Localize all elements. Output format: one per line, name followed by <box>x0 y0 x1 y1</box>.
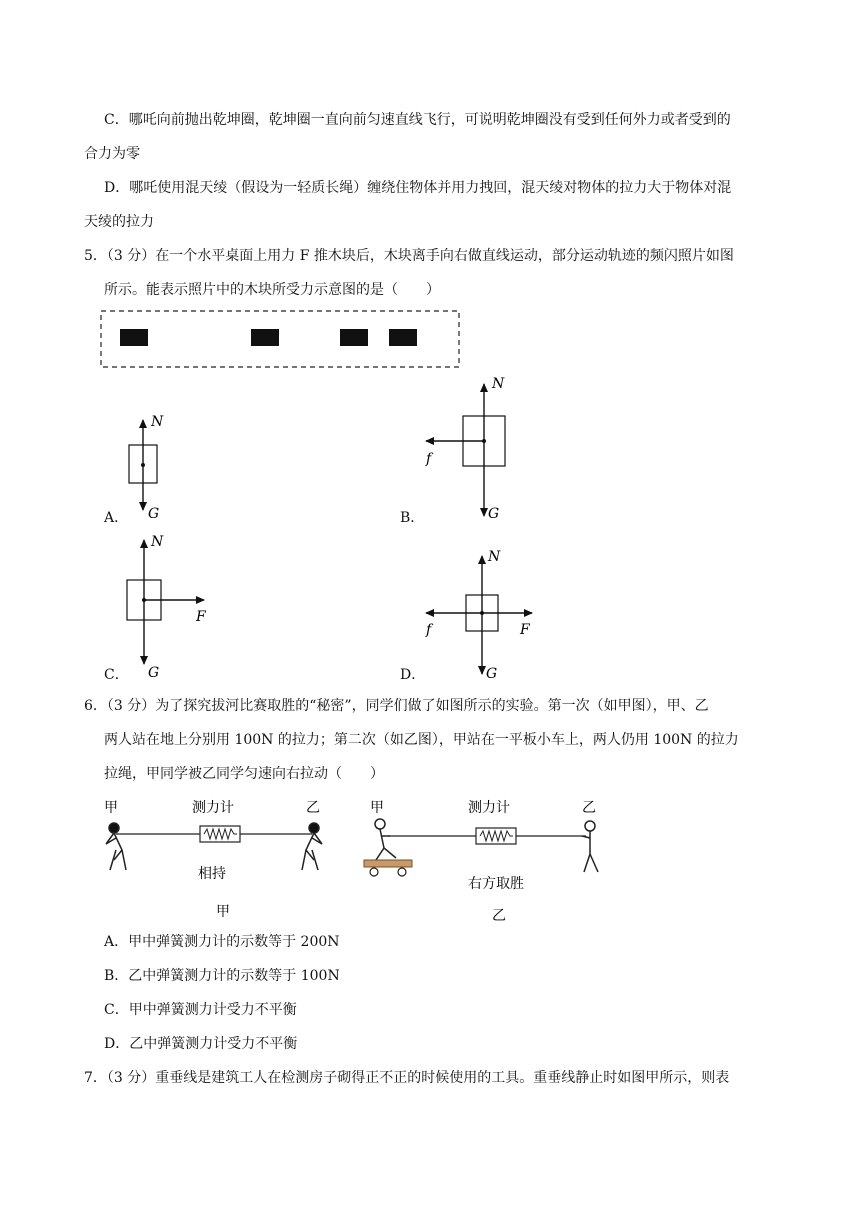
q4-option-c-line1: C．哪吒向前抛出乾坤圈，乾坤圈一直向前匀速直线飞行，可说明乾坤圈没有受到任何外力或者受到的 <box>104 112 731 128</box>
caption-stalemate: 相持 <box>198 866 226 882</box>
figure-a-label: 甲 <box>216 904 230 920</box>
q5-stem-line2: 所示。能表示照片中的木块所受力示意图的是（ ） <box>104 282 440 298</box>
q6-option-a: A．甲中弹簧测力计的示数等于 200N <box>104 934 340 950</box>
label-n: N <box>151 534 164 550</box>
figure-b-label: 乙 <box>492 908 506 924</box>
block-frame-3 <box>340 329 368 346</box>
block-frame-1 <box>120 329 148 346</box>
q5-stem-line1: 5．（3 分）在一个水平桌面上用力 F 推木块后，木块离手向右做直线运动，部分运动轨迹的频闪照片如图 <box>84 248 734 264</box>
q6-stem-line1: 6．（3 分）为了探究拔河比赛取胜的“秘密”，同学们做了如图所示的实验。第一次（如甲图），甲、乙 <box>84 698 709 714</box>
person-a-label: 甲 <box>104 800 118 816</box>
label-n: N <box>151 414 164 430</box>
strobe-photo-figure <box>100 310 462 370</box>
q5-option-c-letter: C． <box>104 667 129 683</box>
person-a-on-cart <box>375 819 396 860</box>
q6-stem-line3: 拉绳，甲同学被乙同学匀速向右拉动（ ） <box>104 766 384 782</box>
label-g: G <box>488 506 500 522</box>
q4-option-d-line2: 天绫的拉力 <box>84 214 154 230</box>
q5-option-b-diagram <box>420 376 530 524</box>
meter-label: 测力计 <box>192 800 234 816</box>
person-b-label: 乙 <box>582 800 596 816</box>
spring-meter <box>200 826 240 842</box>
meter-label: 测力计 <box>468 800 510 816</box>
label-f: f <box>426 451 432 467</box>
q4-option-c-line2: 合力为零 <box>84 146 140 162</box>
q5-option-a-diagram <box>118 408 178 523</box>
spring-meter <box>476 828 516 844</box>
q5-option-d-letter: D． <box>400 667 426 683</box>
q6-stem-line2: 两人站在地上分别用 100N 的拉力；第二次（如乙图），甲站在一平板小车上，两人仍用 100N 的拉力 <box>104 732 739 748</box>
q7-stem-line1: 7．（3 分）重垂线是建筑工人在检测房子砌得正不正的时候使用的工具。重垂线静止时如图甲所示，则表 <box>84 1070 730 1086</box>
person-a-label: 甲 <box>370 800 384 816</box>
q5-option-b-letter: B． <box>400 510 425 526</box>
person-a-figure <box>106 823 126 870</box>
block-frame-2 <box>251 329 279 346</box>
q5-option-c-diagram <box>118 534 218 682</box>
label-f: f <box>426 622 432 638</box>
q6-option-b: B．乙中弹簧测力计的示数等于 100N <box>104 968 340 984</box>
label-force-f: F <box>196 609 206 625</box>
label-g: G <box>148 506 160 522</box>
tug-of-war-figure-a <box>100 792 340 922</box>
q6-option-d: D．乙中弹簧测力计受力不平衡 <box>104 1036 298 1052</box>
label-n: N <box>492 376 505 392</box>
q5-option-a-letter: A． <box>104 510 129 526</box>
label-n: N <box>488 549 501 565</box>
cart <box>364 860 412 876</box>
q6-option-c: C．甲中弹簧测力计受力不平衡 <box>104 1002 297 1018</box>
q5-option-d-diagram <box>420 546 540 684</box>
label-force-f: F <box>520 622 530 638</box>
caption-right-wins: 右方取胜 <box>468 876 524 892</box>
person-b-figure <box>582 821 598 872</box>
tug-of-war-figure-b <box>360 792 610 922</box>
person-b-label: 乙 <box>306 800 320 816</box>
person-b-figure <box>302 823 322 870</box>
label-g: G <box>486 666 498 682</box>
block-frame-4 <box>389 329 417 346</box>
label-g: G <box>148 665 160 681</box>
q4-option-d-line1: D．哪吒使用混天绫（假设为一轻质长绳）缠绕住物体并用力拽回，混天绫对物体的拉力大于物体对混 <box>104 180 732 196</box>
